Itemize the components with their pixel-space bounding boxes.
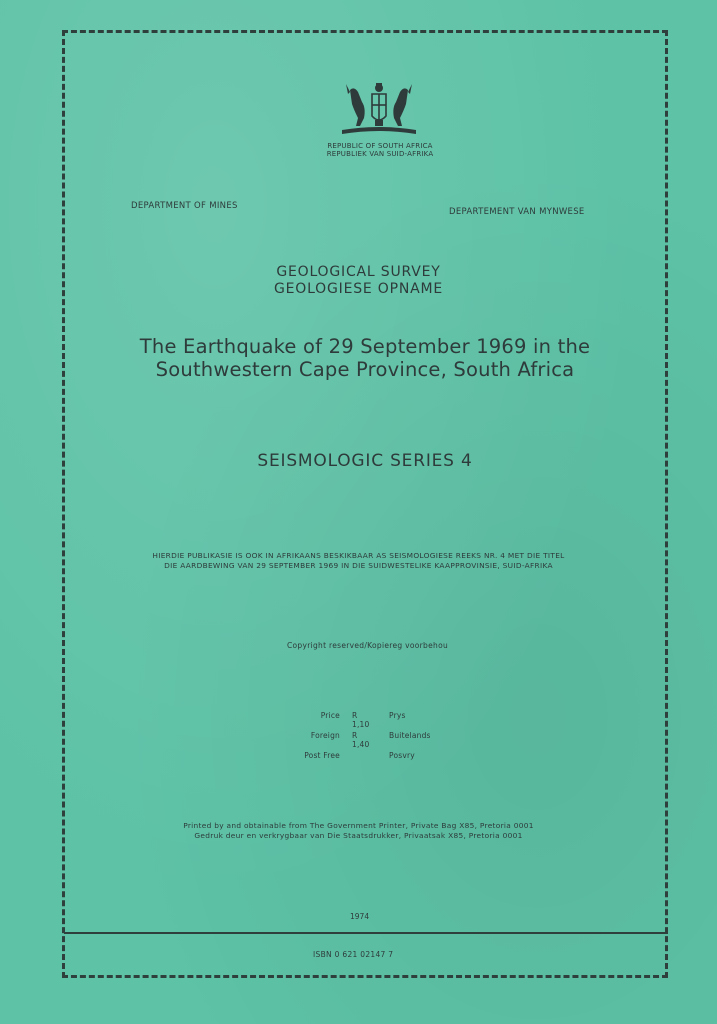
document-title-line-2: Southwestern Cape Province, South Africa [155,358,575,381]
republic-english: REPUBLIC OF SOUTH AFRICA [327,142,433,150]
price-afrikaans: Prys [389,711,406,720]
department-english: DEPARTMENT OF MINES [131,201,238,211]
isbn-number: ISBN 0 621 02147 7 [313,950,394,959]
department-afrikaans: DEPARTEMENT VAN MYNWESE [449,207,585,217]
afrikaans-note-line-1: HIERDIE PUBLIKASIE IS OOK IN AFRIKAANS BESKIKBAAR AS SEISMOLOGIESE REEKS NR. 4 MET DIE TITEL [152,551,565,560]
coat-of-arms-icon [336,80,422,140]
price-value: R 1,10 [352,711,370,729]
document-title-line-1: The Earthquake of 29 September 1969 in the [139,335,591,358]
price-label: Price [320,711,340,720]
afrikaans-note-line-2: DIE AARDBEWING VAN 29 SEPTEMBER 1969 IN DIE SUIDWESTELIKE KAAPPROVINSIE, SUID-AFRIKA [164,561,553,570]
printer-afrikaans: Gedruk deur en verkrygbaar van Die Staatsdrukker, Privaatsak X85, Pretoria 0001 [194,831,523,840]
footer-rule [64,932,668,934]
series-heading: SEISMOLOGIC SERIES 4 [257,451,473,471]
publication-year: 1974 [350,912,370,921]
survey-english: GEOLOGICAL SURVEY [276,264,441,280]
copyright-notice: Copyright reserved/Kopiereg voorbehou [286,641,449,650]
price-value: R 1,40 [352,731,370,749]
printer-english: Printed by and obtainable from The Government Printer, Private Bag X85, Pretoria 0001 [183,821,534,830]
republic-afrikaans: REPUBLIEK VAN SUID-AFRIKA [326,150,434,158]
price-afrikaans: Posvry [389,751,415,760]
price-label: Foreign [310,731,340,740]
price-label: Post Free [304,751,340,760]
survey-afrikaans: GEOLOGIESE OPNAME [273,281,444,297]
republic-caption [300,142,460,158]
price-afrikaans: Buitelands [389,731,431,740]
